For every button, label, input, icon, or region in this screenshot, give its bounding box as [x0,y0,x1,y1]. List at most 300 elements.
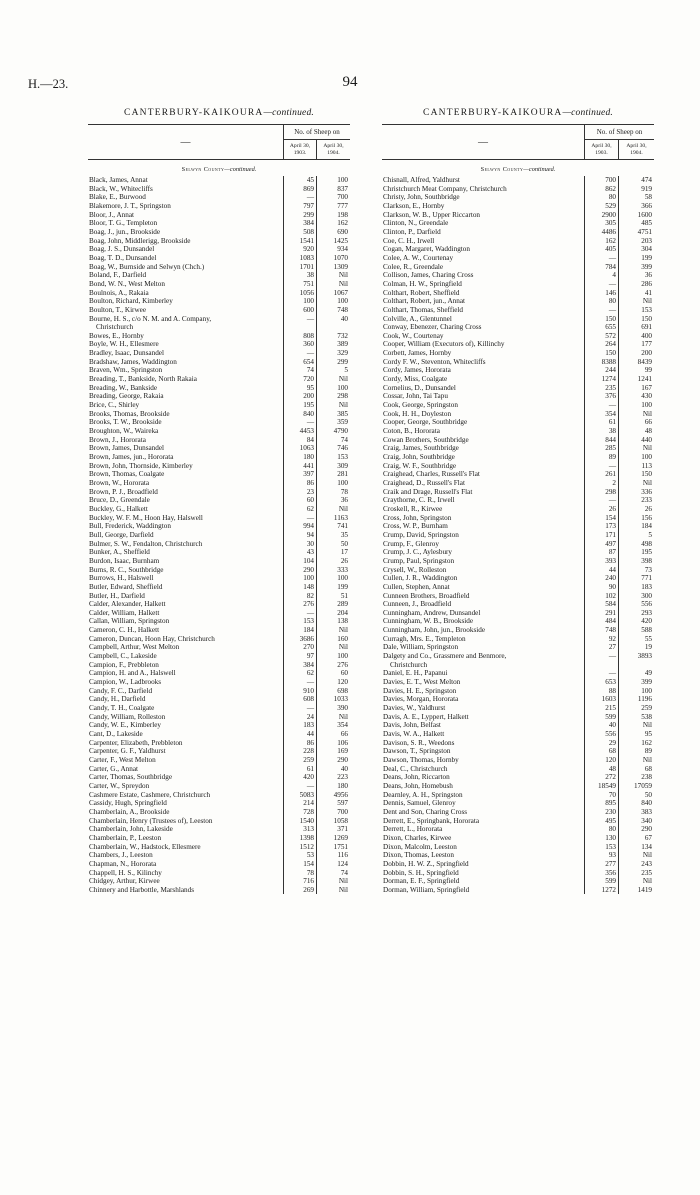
table-row [88,825,350,834]
sheep-1904: 162 [337,219,348,228]
owner-name: Boag, T. D., Dunsandel [88,254,284,263]
owner-name: Candy, F. C., Darfield [88,687,284,696]
table-row [382,678,654,687]
owner-name: Davis, A. E., Lyppert, Halkett [382,713,585,722]
sheep-1904: 26 [340,556,348,565]
sheep-1903: 43 [284,548,317,557]
sheep-1904: 233 [641,496,652,505]
sheep-1904: 691 [641,323,652,332]
sheep-1903: 104 [284,557,317,566]
sheep-1903: 700 [585,176,619,185]
sheep-1904: 290 [641,825,652,834]
owner-name: Dale, William, Springston [382,643,585,652]
table-row [88,522,350,531]
table-row [382,739,654,748]
table-row [382,280,654,289]
sheep-1904: 58 [644,193,652,202]
table-row [88,877,350,886]
sheep-1903: 84 [284,436,317,445]
column-title-suffix: —continued. [562,108,613,118]
table-row [88,635,350,644]
owner-name: Campbell, Arthur, West Melton [88,643,284,652]
owner-name: Breading, T., Bankside, North Rakaia [88,375,284,384]
sheep-1903: 748 [585,626,619,635]
sheep-1903: 78 [284,869,317,878]
table-row [382,176,654,185]
sheep-1903: 150 [585,315,619,324]
sheep-1903: 599 [585,877,619,886]
table-row [88,566,350,575]
owner-name: Cornelius, D., Dunsandel [382,384,585,393]
sheep-1904: Nil [642,444,652,453]
table-row [382,877,654,886]
sheep-1903: 910 [284,687,317,696]
sheep-1904: 160 [337,634,348,643]
owner-name: Candy, William, Rolleston [88,713,284,722]
sheep-1903: 376 [585,392,619,401]
table-header [382,124,654,160]
table-row [382,661,654,670]
table-row [382,410,654,419]
sheep-1903: — [585,254,619,263]
owner-name: Butler, Edward, Sheffield [88,583,284,592]
table-row [88,617,350,626]
date-1903-header: April 30, 1903. [585,140,619,159]
table-row [382,540,654,549]
date-1904-header: April 30, 1904. [323,143,344,156]
sheep-1903: 102 [585,592,619,601]
owner-name: Colville, A., Glentunnel [382,315,585,324]
table-row [382,531,654,540]
name-column-header: — [88,125,284,159]
owner-name: Bulmer, S. W., Fendalton, Christchurch [88,540,284,549]
sheep-1903: 30 [284,540,317,549]
sheep-1904: 4956 [333,790,348,799]
sheep-1903: 92 [585,635,619,644]
sheep-1904: 167 [641,383,652,392]
table-row [88,765,350,774]
owner-name: Black, W., Whitecliffs [88,185,284,194]
sheep-1903: 1701 [284,263,317,272]
sheep-1903: 360 [284,340,317,349]
owner-name: Cross, W. P., Burnham [382,522,585,531]
table-row [382,263,654,272]
sheep-1904: 89 [644,747,652,756]
sheep-1904: 199 [641,253,652,262]
sheep-1904: 100 [337,478,348,487]
table-row [382,427,654,436]
table-header [88,124,350,160]
sheep-1903: 5083 [284,791,317,800]
table-row [382,228,654,237]
sheep-1904: 204 [337,608,348,617]
table-row [382,522,654,531]
sheep-1904: 17059 [634,781,652,790]
sheep-1903: — [284,418,317,427]
sheep-1903: 87 [585,548,619,557]
table-row [382,583,654,592]
sheep-1903: 27 [585,643,619,652]
sheep-1904: 73 [644,565,652,574]
sheep-1903: 80 [585,297,619,306]
sheep-1903: 384 [284,661,317,670]
sheep-1904: 329 [337,349,348,358]
sheep-1903: 3686 [284,635,317,644]
owner-name: Chidgey, Arthur, Kirwee [88,877,284,886]
table-row [382,643,654,652]
sheep-1904: 26 [644,504,652,513]
table-row [382,193,654,202]
sheep-1903: 173 [585,522,619,531]
table-row [88,315,350,324]
owner-name: Craythorne, C. R., Irwell [382,496,585,505]
sheep-1903: 45 [284,176,317,185]
sheep-1903: 4486 [585,228,619,237]
sheep-1904 [317,323,350,332]
owner-name: Crump, David, Springston [382,531,585,540]
table-row [382,514,654,523]
owner-name: Brown, John, Thornside, Kimberley [88,462,284,471]
owner-name: Cullen, Stephen, Annat [382,583,585,592]
table-row [382,687,654,696]
owner-name: Cook, George, Springston [382,401,585,410]
table-row [88,505,350,514]
table-row [88,791,350,800]
table-row [382,609,654,618]
sheep-1903: 844 [585,436,619,445]
sheep-1904: 67 [644,833,652,842]
table-row [88,289,350,298]
owner-name: Dobbin, H. W. Z., Springfield [382,860,585,869]
sheep-1903: 354 [585,410,619,419]
table-row [382,843,654,852]
sheep-1904: 333 [337,565,348,574]
sheep-1903: 397 [284,470,317,479]
sheep-1904: 371 [337,825,348,834]
sheep-1903: 230 [585,808,619,817]
sheep-1904: 180 [337,781,348,790]
sheep-1904: 113 [641,461,652,470]
sheep-1904: 3893 [637,652,652,661]
sheep-1904: 156 [641,513,652,522]
table-row [382,600,654,609]
sheep-1904: 100 [337,652,348,661]
document-reference: H.—23. [28,77,69,91]
sheep-1904: 299 [337,357,348,366]
table-row [382,505,654,514]
table-row [382,834,654,843]
sheep-1904: 36 [340,496,348,505]
sheep-1904: 1163 [333,513,348,522]
sheep-1903: — [585,669,619,678]
sheep-1904: 777 [337,201,348,210]
sheep-1903: 654 [284,358,317,367]
owner-name: Daniel, E. H., Papanui [382,669,585,678]
sheep-1903: 420 [284,773,317,782]
date-1904-header: April 30, 1904. [626,143,647,156]
sheep-1904: 60 [340,669,348,678]
sheep-1904: Nil [338,643,348,652]
table-row [88,202,350,211]
owner-name: Brown, W., Hororata [88,479,284,488]
sheep-1904: 746 [337,444,348,453]
sheep-1904: 116 [337,851,348,860]
sheep-1904: 153 [337,453,348,461]
sheep-1904: 195 [641,548,652,557]
sheep-1904: 748 [337,305,348,314]
table-row [88,540,350,549]
sheep-1903: 584 [585,600,619,609]
owner-name: Christchurch [382,661,585,670]
table-row [88,817,350,826]
sheep-count-header: No. of Sheep on [284,125,350,140]
table-body [382,176,654,894]
table-row [88,375,350,384]
table-row [382,817,654,826]
owner-name: Davison, S. R., Weedons [382,739,585,748]
column-title-main: CANTERBURY-KAIKOURA [423,108,563,118]
sheep-1903: 154 [284,860,317,869]
table-row [88,808,350,817]
sheep-1904: 399 [641,678,652,687]
owner-name: Chamberlain, John, Lakeside [88,825,284,834]
owner-name: Brown, J., Hororata [88,436,284,445]
table-row [88,583,350,592]
owner-name: Crump, J. C., Aylesbury [382,548,585,557]
owner-name: Collison, James, Charing Cross [382,271,585,280]
table-row [382,669,654,678]
table-row [382,479,654,488]
owner-name: Callan, William, Springston [88,617,284,626]
table-row [88,739,350,748]
sheep-1904: 741 [337,522,348,531]
sheep-1903: 68 [585,747,619,756]
table-row [382,401,654,410]
table-row [382,323,654,332]
table-row [88,185,350,194]
sheep-1904: 690 [337,227,348,236]
sheep-1904: 336 [641,487,652,496]
table-row [88,392,350,401]
sheep-1903: 784 [585,263,619,272]
column-title-main: CANTERBURY-KAIKOURA [124,108,264,118]
owner-name: Campbell, C., Lakeside [88,652,284,661]
sheep-1904: 1196 [637,695,652,704]
sheep-1903: 86 [284,479,317,488]
sheep-1903: 1272 [585,886,619,895]
county-name: Selwyn County [480,166,524,173]
table-row [382,237,654,246]
owner-name: Craighead, Charles, Russell's Flat [382,470,585,479]
table-body [88,176,350,894]
table-row [88,496,350,505]
table-row [88,358,350,367]
sheep-1903: 89 [585,453,619,462]
table-row [382,496,654,505]
table-row [382,574,654,583]
sheep-1903: 2900 [585,211,619,220]
sheep-1903: 183 [284,721,317,730]
sheep-1903: 180 [284,453,317,462]
owner-name: Cordy, Miss, Coalgate [382,375,585,384]
owner-name: Boag, John, Middlerigg, Brookside [88,237,284,246]
sheep-1903: 153 [284,617,317,626]
sheep-1903: 200 [284,392,317,401]
table-row [88,669,350,678]
table-row [88,730,350,739]
sheep-1903: 70 [585,791,619,800]
sheep-1904: 1751 [333,842,348,851]
owner-name: Cross, John, Springston [382,514,585,523]
sheep-1903: 53 [284,851,317,860]
owner-name: Burns, R. C., Southbridge [88,566,284,575]
sheep-1903: — [585,652,619,661]
sheep-1904: Nil [642,478,652,487]
sheep-1904: 385 [337,409,348,418]
sheep-1904: 840 [641,799,652,808]
owner-name: Boland, F., Darfield [88,271,284,280]
table-row [382,444,654,453]
sheep-1904: 340 [641,816,652,825]
sheep-1904: 354 [337,721,348,730]
owner-name: Chapman, N., Hororata [88,860,284,869]
sheep-1904: 293 [641,608,652,617]
owner-name: Davis, John, Belfast [382,721,585,730]
date-1903-header: April 30, 1903. [284,140,317,159]
table-row [382,436,654,445]
sheep-1904: 68 [644,764,652,773]
sheep-1903: 38 [284,271,317,280]
owner-name: Bourne, H. S., c/o N. M. and A. Company, [88,315,284,324]
sheep-1904: 49 [644,669,652,678]
sheep-1903: 18549 [585,782,619,791]
owner-name: Chamberlain, W., Hadstock, Ellesmere [88,843,284,852]
owner-name: Cunneen Brothers, Broadfield [382,592,585,601]
owner-name: Brown, P. J., Broadfield [88,488,284,497]
owner-name: Carter, F., West Melton [88,756,284,765]
owner-name: Brice, C., Shirley [88,401,284,410]
owner-name: Chinnery and Harbottle, Marshlands [88,886,284,895]
sheep-1903: 1398 [284,834,317,843]
owner-name: Cooper, George, Southbridge [382,418,585,427]
owner-name: Craig, W. F., Southbridge [382,462,585,471]
table-row [88,271,350,280]
owner-name: Blakemore, J. T., Springston [88,202,284,211]
table-row [382,721,654,730]
owner-name: Buckley, W. F. M., Hoon Hay, Halswell [88,514,284,523]
sheep-1903: 62 [284,505,317,514]
sheep-1903: 120 [585,756,619,765]
table-row [382,747,654,756]
sheep-1904: Nil [642,851,652,860]
owner-name: Conway, Ebenezer, Charing Cross [382,323,585,332]
owner-name: Clinton, N., Greendale [382,219,585,228]
owner-name: Calder, William, Halkett [88,609,284,618]
owner-name: Black, James, Annat [88,176,284,185]
sheep-1903: 259 [284,756,317,765]
sheep-1904: 203 [641,236,652,245]
sheep-1904: 138 [337,617,348,626]
sheep-1903: 195 [284,401,317,410]
owner-name: Chambers, J., Leeston [88,851,284,860]
sheep-1903: 655 [585,323,619,332]
owner-name: Candy, H., Darfield [88,695,284,704]
table-row [88,592,350,601]
sheep-1904: 259 [641,704,652,713]
sheep-1903: 61 [585,418,619,427]
sheep-1903: 720 [284,375,317,384]
column-title [88,108,350,118]
sheep-1904: 40 [340,314,348,323]
sheep-1903: 599 [585,713,619,722]
sheep-1903: 61 [284,765,317,774]
sheep-1904: 390 [337,704,348,713]
sheep-1904: Nil [338,504,348,513]
table-row [382,245,654,254]
owner-name: Chisnall, Alfred, Yaldhurst [382,176,585,185]
sheep-1903: 60 [284,496,317,505]
sheep-count-header: No. of Sheep on [585,125,654,140]
sheep-1904: 698 [337,686,348,695]
sheep-1903: 869 [284,185,317,194]
sheep-1903: 82 [284,592,317,601]
owner-name: Dixon, Thomas, Leeston [382,851,585,860]
owner-name: Cunningham, John, jun., Brookside [382,626,585,635]
owner-name: Campion, F., Prebbleton [88,661,284,670]
table-row [382,782,654,791]
sheep-1904: 100 [337,574,348,583]
table-row [382,418,654,427]
table-row [88,652,350,661]
table-row [88,678,350,687]
sheep-1904: Nil [642,721,652,730]
sheep-1903: 920 [284,245,317,254]
sheep-1904: Nil [338,626,348,635]
owner-name: Coton, B., Hororata [382,427,585,436]
table-row [88,721,350,730]
table-row [88,332,350,341]
sheep-1903 [585,661,619,670]
table-row [88,219,350,228]
sheep-1904: 440 [641,435,652,444]
sheep-1903: 484 [585,617,619,626]
owner-name: Cameron, Duncan, Hoon Hay, Christchurch [88,635,284,644]
table-row [88,626,350,635]
table-row [382,358,654,367]
sheep-1903: 235 [585,384,619,393]
sheep-1903: — [284,315,317,324]
table-row [382,349,654,358]
sheep-1903: 184 [284,626,317,635]
owner-name: Campion, H. and A., Halswell [88,669,284,678]
sheep-1904: 304 [641,245,652,254]
county-heading: Selwyn County—continued. [181,166,257,173]
table-row [88,193,350,202]
table-row [88,799,350,808]
sheep-1903: 797 [284,202,317,211]
sheep-1903: — [284,349,317,358]
table-row [382,185,654,194]
sheep-1904: 1309 [333,262,348,271]
table-row [88,228,350,237]
sheep-1903: 270 [284,643,317,652]
table-row [88,427,350,436]
sheep-1904: 100 [337,383,348,392]
table-row [382,470,654,479]
table-row [382,375,654,384]
sheep-1904: 430 [641,392,652,401]
table-row [88,488,350,497]
